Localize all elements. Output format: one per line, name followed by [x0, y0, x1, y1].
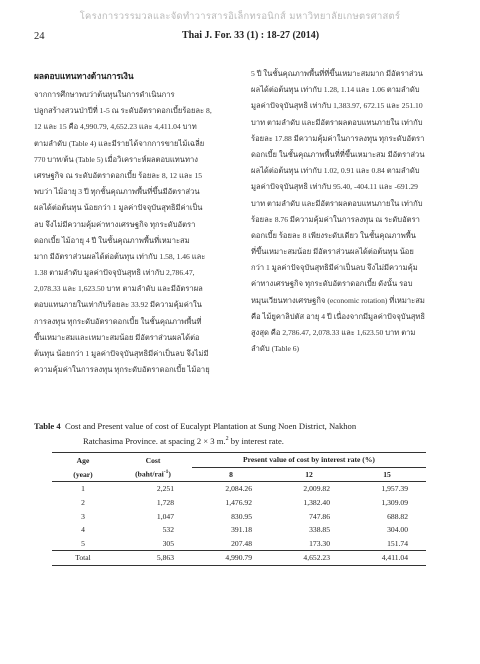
cell-pv-8 [192, 523, 270, 537]
cell-cost-value: 1,047 [156, 511, 174, 521]
left-text-line: ตอบแทนภายในเท่ากับร้อยละ 33.92 มีความคุ้มค่าใน [34, 300, 202, 310]
cell-pv-8-value: 830.95 [231, 511, 252, 521]
total-cell-age: Total [52, 551, 114, 566]
left-text-line: 2,078.33 และ 1,623.50 บาท ตามลำดับ และมีอัตราผล [34, 284, 203, 294]
right-paragraph [251, 66, 447, 357]
cell-pv-8 [192, 537, 270, 551]
table-row [52, 496, 426, 510]
right-text-line: คือ ไม้ยูคาลิปตัส อายุ 4 ปี เนื่องจากมีมูลค่าปัจจุบันสุทธิ [251, 311, 426, 321]
right-text-line: กว่า 1 มูลค่าปัจจุบันสุทธิมีค่าเป็นลบ จึงไม่มีความคุ้ม [251, 263, 418, 273]
right-text-line: ร้อยละ 17.88 มีความคุ้มค่าในการลงทุน ทุกระดับอัตรา [251, 133, 425, 143]
cost-table [52, 452, 426, 566]
page-number: 24 [34, 31, 45, 42]
table-total-row [52, 551, 426, 566]
right-text-line: สูงสุด คือ 2,786.47, 2,078.33 และ 1,623.50 บาท ตาม [251, 328, 416, 337]
cell-pv-12 [270, 496, 348, 510]
caption-text-1: Cost and Present value of cost of Eucalypt Plantation at Sung Noen District, Nakhon [64, 421, 357, 431]
right-text-line: มูลค่าปัจจุบันสุทธิ เท่ากับ 1,383.97, 672.15 และ 251.10 [251, 101, 423, 111]
cell-pv-8 [192, 496, 270, 510]
left-text-line: ผลได้ต่อต้นทุน น้อยกว่า 1 มูลค่าปัจจุบันสุทธิมีค่าเป็น [34, 203, 203, 213]
left-text-line: 770 บาท/ต้น (Table 5) เมื่อวิเคราะห์ผลตอบแทนทาง [34, 154, 198, 164]
table-body [52, 482, 426, 566]
total-cell-cost [114, 551, 192, 566]
right-text-line: ค่าทางเศรษฐกิจ ทุกระดับอัตราดอกเบี้ย ดังนั้น รอบ [251, 279, 413, 289]
cell-pv-12-value: 338.85 [309, 525, 330, 535]
header-cost: Cost [114, 453, 192, 468]
header-age-unit: (year) [52, 467, 114, 482]
left-text-line: ดอกเบี้ย ไม้อายุ 4 ปี ในชั้นคุณภาพพื้นที่เหมาะสม [34, 235, 190, 245]
cell-age: 5 [81, 538, 85, 548]
caption-line-2 [34, 433, 454, 447]
right-text-line: ที่ขึ้นเหมาะสมน้อย มีอัตราส่วนผลได้ต่อต้นทุน น้อย [251, 247, 414, 257]
header-cost-unit [114, 467, 192, 482]
journal-header: Thai J. For. 33 (1) : 18-27 (2014) [182, 30, 320, 41]
total-cell-pv-12-value: 4,652.23 [303, 553, 330, 563]
section-heading: ผลตอบแทนทางด้านการเงิน [34, 71, 134, 81]
left-text-line: มาก มีอัตราส่วนผลได้ต่อต้นทุน เท่ากับ 1.58, 1.46 และ [34, 251, 206, 261]
table-caption [34, 420, 454, 447]
cell-cost-value: 532 [162, 525, 174, 535]
cell-pv-15 [348, 482, 426, 496]
cell-cost [114, 482, 192, 496]
cell-pv-8-value: 207.48 [231, 538, 252, 548]
header-rate-12: 12 [270, 467, 348, 482]
right-text-line: ร้อยละ 8.76 มีความคุ้มค่าในการลงทุน ณ ระดับอัตรา [251, 214, 420, 224]
cell-cost [114, 496, 192, 510]
cell-pv-15 [348, 509, 426, 523]
right-text-line: บาท ตามลำดับ และมีอัตราผลตอบแทนภายใน เท่ากับ [251, 198, 423, 208]
table-row [52, 509, 426, 523]
left-text-line: จากการศึกษาพบว่าต้นทุนในการดำเนินการ [34, 90, 175, 99]
cell-pv-12 [270, 523, 348, 537]
cell-pv-12-value: 173.30 [309, 538, 330, 548]
cell-pv-8 [192, 509, 270, 523]
cell-cost-value: 2,251 [156, 484, 174, 494]
cell-age: 3 [81, 511, 85, 521]
left-text-line: ขึ้นเหมาะสมและเหมาะสมน้อย มีอัตราส่วนผลได้ต่อ [34, 332, 200, 342]
cell-cost [114, 523, 192, 537]
right-text-line: ผลได้ต่อต้นทุน เท่ากับ 1.28, 1.14 และ 1.06 ตามลำดับ [251, 85, 420, 95]
watermark-text: โครงการวรรมวลและจัดทำวารสารอิเล็กทรอนิกส์ มหาวิทยาลัยเกษตรศาสตร์ [79, 11, 401, 22]
cell-cost-value: 305 [162, 538, 174, 548]
cell-pv-12 [270, 537, 348, 551]
caption-sup: 2 [225, 435, 229, 442]
cell-pv-8-value: 391.18 [231, 525, 252, 535]
left-text-line: เศรษฐกิจ ณ ระดับอัตราดอกเบี้ย ร้อยละ 8, 12 และ 15 [34, 170, 203, 180]
cell-pv-8 [192, 482, 270, 496]
total-cell-pv-15-value: 4,411.04 [381, 553, 408, 563]
left-text-column [34, 66, 240, 378]
cell-pv-12 [270, 482, 348, 496]
left-text-line: 12 และ 15 คือ 4,990.79, 4,652.23 และ 4,411.04 บาท [34, 122, 197, 132]
header-present-value: Present value of cost by interest rate (%) [192, 453, 426, 468]
cell-pv-12-value: 1,382.40 [303, 498, 330, 508]
table-row [52, 537, 426, 551]
cell-age: 4 [81, 525, 85, 535]
total-cell-pv-8 [192, 551, 270, 566]
right-text-line: ดอกเบี้ย ในชั้นคุณภาพพื้นที่ที่ขึ้นเหมาะสม มีอัตราส่วน [251, 149, 425, 159]
left-text-line: ตามลำดับ (Table 4) และมีรายได้จากการขายไม้เฉลี่ย [34, 138, 205, 148]
left-paragraph [34, 87, 240, 378]
cell-age: 1 [81, 484, 85, 494]
cell-pv-12-value: 2,009.82 [303, 484, 330, 494]
left-text-line: พบว่า ไม้อายุ 3 ปี ทุกชั้นคุณภาพพื้นที่ขึ้นมีอัตราส่วน [34, 187, 200, 197]
table-label: Table 4 [34, 421, 61, 431]
left-text-line: ความคุ้มค่าในการลงทุน ทุกระดับอัตราดอกเบี้ย ไม้อายุ [34, 365, 210, 375]
right-text-line: ดอกเบี้ย ร้อยละ 8 เพียงระดับเดียว ในชั้นคุณภาพพื้น [251, 230, 416, 240]
right-text-line: 5 ปี ในชั้นคุณภาพพื้นที่ที่ขึ้นเหมาะสมมาก มีอัตราส่วน [251, 69, 423, 78]
cell-pv-15 [348, 537, 426, 551]
table-row [52, 523, 426, 537]
right-text-line: ผลได้ต่อต้นทุน เท่ากับ 1.02, 0.91 และ 0.84 ตามลำดับ [251, 166, 420, 176]
right-text-line: มูลค่าปัจจุบันสุทธิ เท่ากับ 95.40, -404.11 และ -691.29 [251, 182, 418, 192]
caption-text-2b: by interest rate. [228, 435, 284, 446]
left-text-line: ปลูกสร้างสวนป่าปีที่ 1-5 ณ ระดับอัตราดอกเบี้ยร้อยละ 8, [34, 106, 212, 116]
total-cell-pv-12 [270, 551, 348, 566]
header-rate-15: 15 [348, 467, 426, 482]
right-text-line: บาท ตามลำดับ และมีอัตราผลตอบแทนภายใน เท่ากับ [251, 117, 423, 127]
cost-unit-text: (baht/rai [135, 469, 164, 479]
cell-pv-15-value: 304.00 [387, 525, 408, 535]
cell-cost-value: 1,728 [156, 498, 174, 508]
cell-cost [114, 509, 192, 523]
left-text-line: ต้นทุน น้อยกว่า 1 มูลค่าปัจจุบันสุทธิมีค่าเป็นลบ จึงไม่มี [34, 349, 209, 358]
cell-pv-15 [348, 496, 426, 510]
right-text-line: หมุนเวียนทางเศรษฐกิจ (economic rotation) ที่เหมาะสม [251, 295, 425, 305]
cell-pv-12 [270, 509, 348, 523]
total-cell-pv-15 [348, 551, 426, 566]
right-text-column [251, 66, 447, 357]
left-text-line: ลบ จึงไม่มีความคุ้มค่าทางเศรษฐกิจ ทุกระดับอัตรา [34, 219, 196, 229]
header-rate-8: 8 [192, 467, 270, 482]
cost-unit-close: ) [168, 469, 171, 479]
cell-pv-12-value: 747.86 [309, 511, 330, 521]
table-row [52, 482, 426, 496]
total-cell-cost-value: 5,863 [156, 553, 174, 563]
cell-pv-8-value: 1,476.92 [225, 498, 252, 508]
cell-pv-15-value: 151.74 [387, 538, 408, 548]
cell-pv-15-value: 1,309.09 [381, 498, 408, 508]
cell-pv-15 [348, 523, 426, 537]
cell-pv-15-value: 688.82 [387, 511, 408, 521]
left-text-line: 1.38 ตามลำดับ มูลค่าปัจจุบันสุทธิ เท่ากับ 2,786.47, [34, 268, 195, 278]
total-cell-pv-8-value: 4,990.79 [225, 553, 252, 563]
cell-pv-15-value: 1,957.39 [381, 484, 408, 494]
cost-unit-sup: -1 [163, 469, 169, 476]
right-text-line: ลำดับ (Table 6) [251, 344, 300, 354]
cell-age: 2 [81, 498, 85, 508]
cell-pv-8-value: 2,084.26 [225, 484, 252, 494]
caption-text-2a: Ratchasima Province. at spacing 2 × 3 m. [83, 435, 226, 446]
caption-line-1 [34, 420, 454, 433]
cell-cost [114, 537, 192, 551]
header-age: Age [52, 453, 114, 468]
left-text-line: การลงทุน ทุกระดับอัตราดอกเบี้ย ในชั้นคุณภาพพื้นที่ [34, 316, 202, 326]
